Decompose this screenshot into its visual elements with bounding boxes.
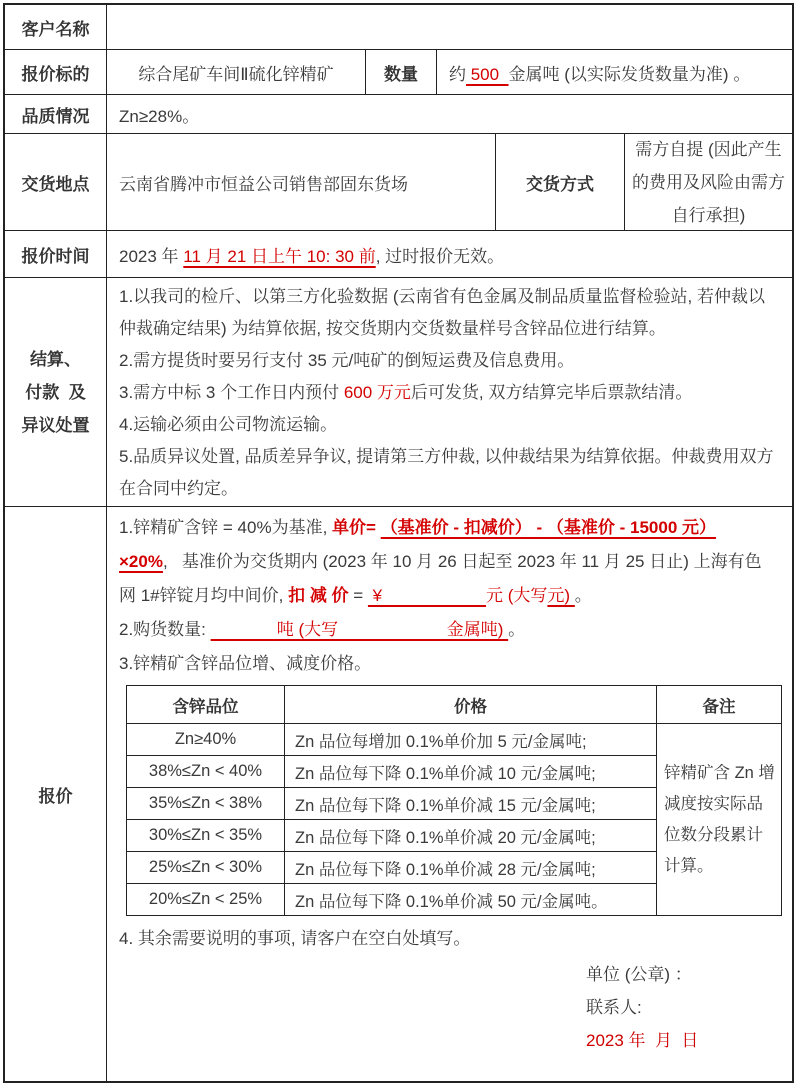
- settlement-label-line3: 异议处置: [21, 415, 90, 435]
- deadline-year: 2023 年: [119, 246, 184, 266]
- delivery-place-label: [5, 134, 106, 230]
- price-cell: Zn 品位每下降 0.1%单价减 50 元/金属吨。: [285, 884, 657, 916]
- quote-item-3: 3.锌精矿含锌品位增、减度价格。: [119, 654, 372, 673]
- row-quote: [5, 506, 792, 1081]
- deadline-label-text: 报价时间: [21, 246, 90, 266]
- deadline-suffix: , 过时报价无效。: [375, 246, 505, 266]
- deduction-unit-text: 元 (大写: [486, 586, 548, 605]
- deduction-equals: =: [348, 586, 368, 605]
- price-cell: Zn 品位每下降 0.1%单价减 28 元/金属吨;: [285, 852, 657, 884]
- row-settlement: [5, 277, 792, 506]
- subject-label-text: 报价标的: [21, 64, 90, 84]
- signature-unit-seal-label: 单位 (公章) ：: [586, 965, 692, 984]
- unit-price-formula: （基准价 - 扣减价） - （基准价 - 15000 元）×20%: [119, 518, 717, 571]
- quote-item-4: 4. 其余需要说明的事项, 请客户在空白处填写。: [119, 929, 471, 948]
- quantity-label: [365, 50, 436, 94]
- settlement-content-cell: [106, 278, 792, 506]
- settlement-item-3-amount: 600 万元: [343, 383, 411, 402]
- unit-price-label: 单价=: [332, 518, 381, 537]
- grade-cell: 30%≤Zn < 35%: [127, 820, 285, 852]
- grade-table-header-row: [127, 686, 782, 724]
- deadline-label: [5, 231, 106, 277]
- quote-item-2: [119, 613, 778, 647]
- grade-cell: 38%≤Zn < 40%: [127, 756, 285, 788]
- settlement-item-3: [119, 377, 780, 409]
- deduction-label: 扣 减 价: [288, 586, 349, 605]
- signature-date: 2023 年 月 日: [586, 1031, 699, 1050]
- quality-value: Zn≥28%。: [119, 106, 200, 126]
- price-column-header: 价格: [285, 686, 657, 724]
- deadline-value-cell: [106, 231, 792, 277]
- signature-block: [586, 958, 778, 1057]
- signature-contact-label: 联系人:: [586, 998, 642, 1017]
- deduction-amount-fill-in: ¥: [367, 586, 487, 605]
- subject-name-cell: [106, 50, 365, 94]
- remark-column-header: 备注: [657, 686, 782, 724]
- deduction-words-fill-in: 元): [547, 586, 575, 605]
- settlement-item-3-post: 后可发货, 双方结算完毕后票款结清。: [410, 383, 693, 402]
- row-quality: [5, 94, 792, 133]
- grade-column-header: 含锌品位: [127, 686, 285, 724]
- settlement-item-1: 1.以我司的检斤、以第三方化验数据 (云南省有色金属及制品质量监督检验站, 若仲裁以仲裁确定结果) 为结算依据, 按交货期内交货数量样号含锌品位进行结算。: [119, 287, 766, 338]
- grade-cell: 25%≤Zn < 30%: [127, 852, 285, 884]
- quality-label: [5, 95, 106, 133]
- settlement-item-5: 5.品质异议处置, 品质差异争议, 提请第三方仲裁, 以仲裁结果为结算依据。仲裁费用双方在合同中约定。: [119, 447, 774, 498]
- grade-cell: 20%≤Zn < 25%: [127, 884, 285, 916]
- settlement-item-4: 4.运输必须由公司物流运输。: [119, 415, 338, 434]
- quantity-label-text: 数量: [384, 64, 418, 84]
- row-delivery: [5, 133, 792, 230]
- quote-label-text: 报价: [38, 786, 73, 806]
- quantity-value-cell: [436, 50, 792, 94]
- price-cell: Zn 品位每增加 0.1%单价加 5 元/金属吨;: [285, 724, 657, 756]
- quality-value-cell: [106, 95, 792, 133]
- grade-price-table: [126, 685, 782, 916]
- settlement-label: [5, 278, 106, 506]
- quotation-table: [3, 3, 794, 1083]
- row-subject: [5, 49, 792, 94]
- subject-label: [5, 50, 106, 94]
- deadline-text: [119, 242, 504, 267]
- purchase-qty-fill-in: 吨 (大写 金属吨): [210, 620, 509, 639]
- delivery-place-cell: [106, 134, 495, 230]
- quantity-fill-in: 500: [466, 64, 509, 84]
- customer-label-text: 客户名称: [21, 19, 90, 39]
- quantity-suffix: 金属吨 (以实际发货数量为准) 。: [508, 64, 751, 84]
- grade-cell: Zn≥40%: [127, 724, 285, 756]
- price-cell: Zn 品位每下降 0.1%单价减 10 元/金属吨;: [285, 756, 657, 788]
- price-cell: Zn 品位每下降 0.1%单价减 20 元/金属吨;: [285, 820, 657, 852]
- customer-value-cell: [106, 5, 792, 49]
- subject-name: 综合尾矿车间Ⅱ硫化锌精矿: [138, 64, 334, 84]
- settlement-label-text: [22, 343, 90, 442]
- price-cell: Zn 品位每下降 0.1%单价减 15 元/金属吨;: [285, 788, 657, 820]
- table-row: [127, 724, 782, 756]
- deadline-highlight: 11 月 21 日上午 10: 30 前: [183, 246, 376, 266]
- row-customer: [5, 5, 792, 49]
- quote-label: [5, 507, 106, 1081]
- row-deadline: [5, 230, 792, 277]
- quantity-text: [449, 60, 750, 85]
- quality-label-text: 品质情况: [21, 106, 90, 126]
- delivery-method-label-text: 交货方式: [526, 174, 594, 194]
- settlement-label-line1: 结算、: [30, 349, 81, 369]
- quantity-prefix: 约: [449, 64, 466, 84]
- quote-item-2-end: 。: [508, 620, 526, 639]
- settlement-item-2: 2.需方提货时要另行支付 35 元/吨矿的倒短运费及信息费用。: [119, 351, 575, 370]
- delivery-method-cell: [624, 134, 792, 230]
- purchase-qty-label: 2.购货数量:: [119, 620, 211, 639]
- delivery-method-label: [495, 134, 624, 230]
- settlement-label-line2: 付款 及: [25, 382, 86, 402]
- delivery-method: 需方自提 (因此产生的费用及风险由需方自行承担): [632, 139, 785, 225]
- remark-cell: 锌精矿含 Zn 增减度按实际品位数分段累计计算。: [657, 724, 782, 916]
- delivery-place-label-text: 交货地点: [21, 174, 90, 194]
- delivery-place: 云南省腾冲市恒益公司销售部固东货场: [119, 174, 408, 194]
- quote-item-1: [119, 511, 778, 613]
- quote-item-1-pre: 1.锌精矿含锌 = 40%为基准,: [119, 518, 333, 537]
- quote-item-1-end: 。: [574, 586, 592, 605]
- quote-content-cell: [106, 507, 792, 1081]
- quote-item-1-mid: , 基准价为交货期内 (2023 年 10 月 26 日起至 2023 年 11 月 25 日止) 上海有色网 1#锌锭月均中间价,: [119, 552, 762, 605]
- grade-cell: 35%≤Zn < 38%: [127, 788, 285, 820]
- settlement-item-3-pre: 3.需方中标 3 个工作日内预付: [119, 383, 344, 402]
- customer-label: [5, 5, 106, 49]
